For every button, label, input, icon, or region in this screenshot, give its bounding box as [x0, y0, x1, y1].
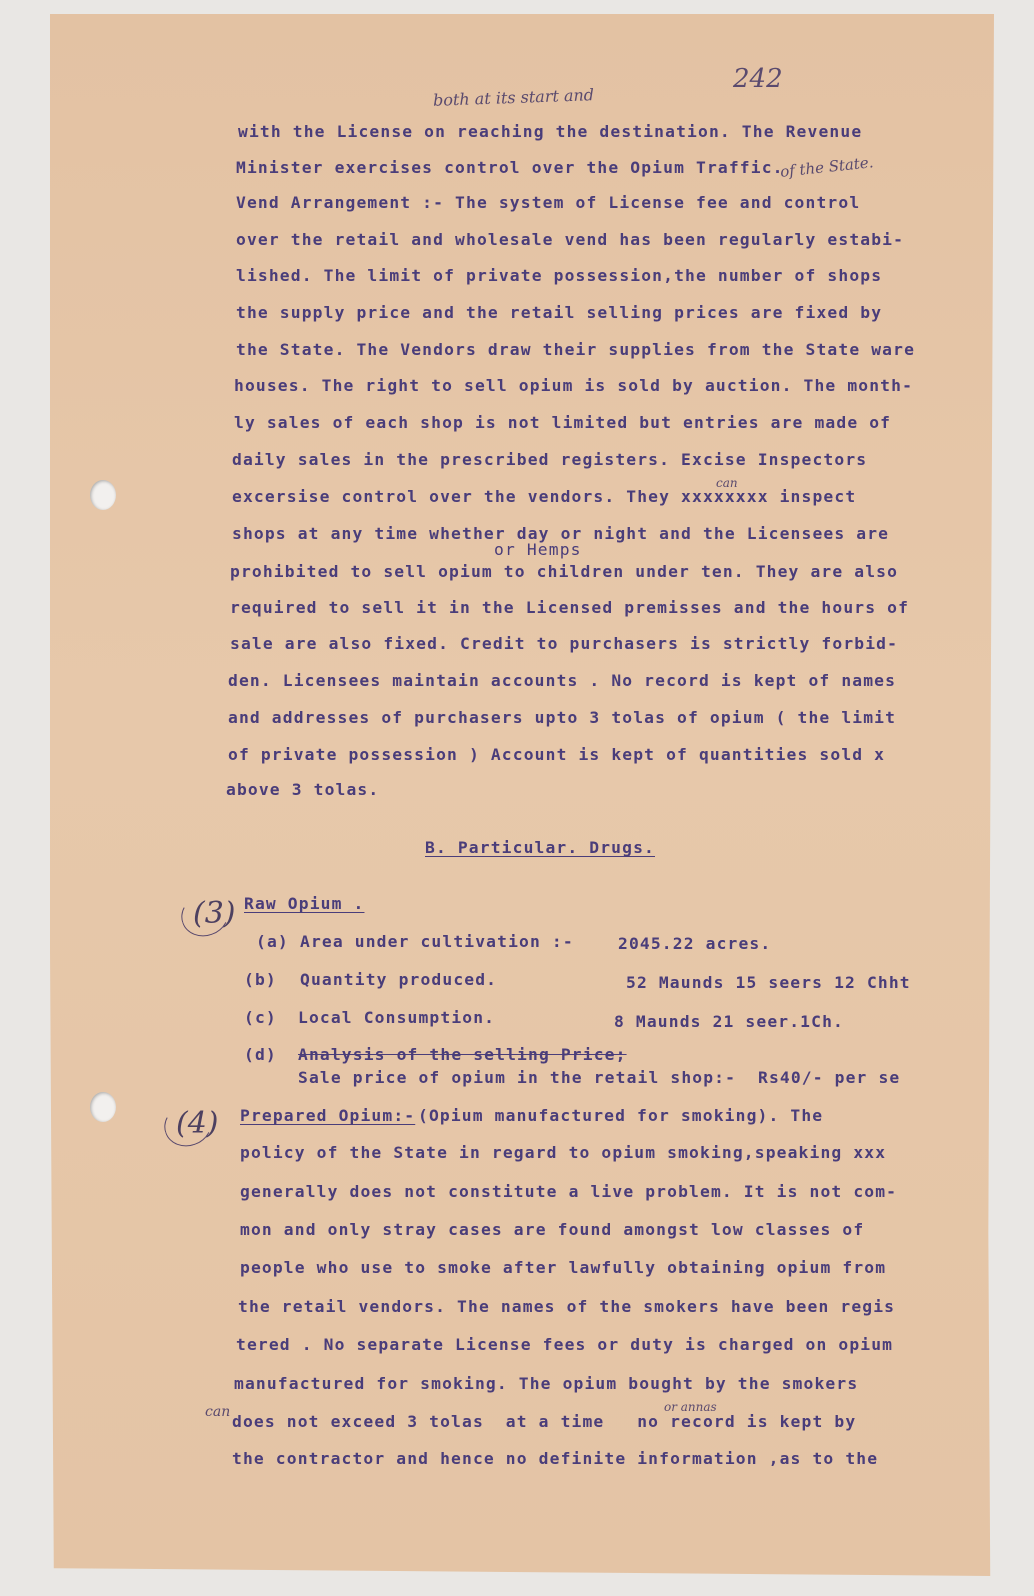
text-line: Vend Arrangement :- The system of License fee and control	[236, 193, 861, 212]
item-number: (3)	[193, 896, 236, 931]
text-line: the contractor and hence no definite information ,as to the	[232, 1449, 879, 1468]
text-line: mon and only stray cases are found amongst low classes of	[240, 1220, 865, 1239]
list-label: (c)	[244, 1008, 277, 1027]
list-item-text: Area under cultivation :-	[300, 932, 574, 951]
text-line: lished. The limit of private possession,the number of shops	[236, 266, 883, 285]
list-item-value: 8 Maunds 21 seer.1Ch.	[614, 1012, 844, 1031]
item-number: (4)	[176, 1106, 219, 1141]
text-line: sale are also fixed. Credit to purchasers is strictly forbid-	[230, 634, 899, 653]
text-line: generally does not constitute a live problem. It is not com-	[240, 1182, 898, 1201]
text-line: the supply price and the retail selling prices are fixed by	[236, 303, 883, 322]
text-line: Minister exercises control over the Opium Traffic.	[236, 158, 784, 177]
text-line: does not exceed 3 tolas at a time no record is kept by	[232, 1412, 857, 1431]
text-line: required to sell it in the Licensed premisses and the hours of	[230, 598, 910, 617]
text-line: prohibited to sell opium to children under ten. They are also	[230, 562, 899, 581]
handwritten-insert: can	[716, 476, 738, 490]
list-label: (a)	[256, 932, 289, 951]
list-item-text: Sale price of opium in the retail shop:- Rs40/- per se	[298, 1068, 901, 1087]
text-line: den. Licensees maintain accounts . No record is kept of names	[228, 671, 897, 690]
text-line: and addresses of purchasers upto 3 tolas of opium ( the limit	[228, 708, 897, 727]
text-line: tered . No separate License fees or duty is charged on opium	[236, 1335, 894, 1354]
text-line: excersise control over the vendors. They xxxxxxxx inspect	[232, 487, 857, 506]
punch-hole	[90, 480, 116, 510]
text-line: above 3 tolas.	[226, 780, 380, 799]
list-label: (d)	[244, 1045, 277, 1064]
text-line: with the License on reaching the destination. The Revenue	[238, 122, 863, 141]
handwritten-insert: can	[205, 1404, 231, 1420]
text-line: shops at any time whether day or night and the Licensees are	[232, 524, 890, 543]
handwritten-insert: of the State.	[779, 153, 875, 181]
text-line: manufactured for smoking. The opium bought by the smokers	[234, 1374, 859, 1393]
list-item-text: Quantity produced.	[300, 970, 498, 989]
handwritten-insert: or annas	[664, 1400, 717, 1414]
text-line: ly sales of each shop is not limited but entries are made of	[234, 413, 892, 432]
text-line: over the retail and wholesale vend has been regularly estabi-	[236, 230, 905, 249]
list-item-value: 2045.22 acres.	[618, 934, 772, 953]
text-line: people who use to smoke after lawfully obtaining opium from	[240, 1258, 887, 1277]
handwritten-insert: both at its start and	[432, 85, 595, 110]
text-line: policy of the State in regard to opium smoking,speaking xxx	[240, 1143, 887, 1162]
text-line: (Opium manufactured for smoking). The	[418, 1106, 824, 1125]
punch-hole	[90, 1092, 116, 1122]
list-item-value: 52 Maunds 15 seers 12 Chht	[626, 973, 911, 992]
subsection-heading: Prepared Opium:-	[240, 1106, 416, 1125]
text-line: the retail vendors. The names of the smokers have been regis	[238, 1297, 896, 1316]
list-label: (b)	[244, 970, 277, 989]
struck-text: Analysis of the selling Price;	[298, 1045, 627, 1064]
subsection-heading: Raw Opium .	[244, 894, 365, 913]
page-number: 242	[733, 64, 783, 94]
text-line: houses. The right to sell opium is sold by auction. The month-	[234, 376, 914, 395]
typed-insert: or Hemps	[494, 540, 582, 559]
text-line: of private possession ) Account is kept of quantities sold x	[228, 745, 886, 764]
list-item-text: Local Consumption.	[298, 1008, 496, 1027]
section-heading: B. Particular. Drugs.	[425, 838, 655, 857]
text-line: daily sales in the prescribed registers. Excise Inspectors	[232, 450, 868, 469]
text-line: the State. The Vendors draw their supplies from the State ware	[236, 340, 916, 359]
